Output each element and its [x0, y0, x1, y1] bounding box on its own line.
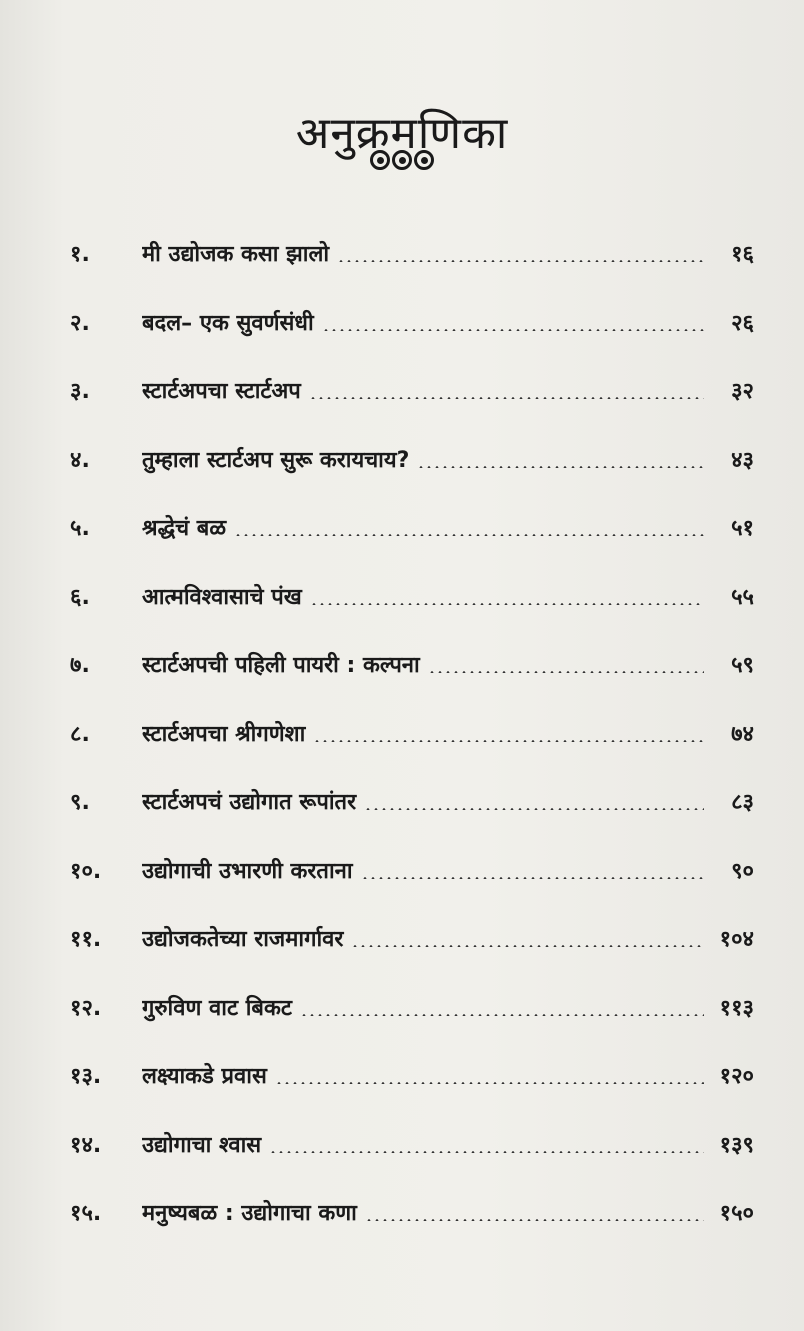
dot-leader [417, 466, 704, 468]
toc-entry [70, 375, 754, 444]
dot-leader [310, 603, 704, 605]
table-of-contents [70, 238, 754, 1266]
ornament-icon [0, 150, 804, 170]
dot-leader [364, 808, 704, 810]
entry-number: ११. [70, 927, 102, 952]
entry-title: तुम्हाला स्टार्टअप सुरू करायचाय? [142, 447, 410, 473]
toc-entry [70, 444, 754, 513]
entry-page: ७४ [731, 721, 754, 747]
toc-entry [70, 718, 754, 787]
entry-title: बदल– एक सुवर्णसंधी [142, 310, 314, 336]
entry-page: ९० [731, 858, 754, 884]
entry-number: १०. [70, 858, 102, 884]
entry-number: ६. [70, 584, 90, 610]
entry-title: श्रद्धेचं बळ [142, 516, 227, 541]
entry-title: मी उद्योजक कसा झालो [142, 242, 330, 267]
dot-leader [428, 671, 704, 673]
dot-leader [351, 945, 704, 947]
entry-number: ८. [70, 721, 90, 747]
entry-page: २६ [731, 310, 754, 336]
dot-leader [234, 534, 704, 536]
entry-page: ५५ [731, 584, 754, 610]
toc-entry [70, 238, 754, 307]
entry-page: १३९ [719, 1132, 754, 1158]
entry-number: ९. [70, 790, 90, 815]
toc-entry [70, 307, 754, 376]
toc-entry [70, 1197, 754, 1266]
entry-title: स्टार्टअपचं उद्योगात रूपांतर [142, 790, 357, 815]
entry-title: उद्योगाचा श्वास [142, 1132, 262, 1158]
entry-title: मनुष्यबळ : उद्योगाचा कणा [142, 1201, 357, 1226]
entry-number: १३. [70, 1064, 102, 1089]
toc-entry [70, 581, 754, 650]
entry-number: १२. [70, 995, 102, 1021]
entry-page: ५९ [731, 653, 754, 678]
ornament-circle-icon [370, 150, 390, 170]
entry-page: १०४ [719, 927, 754, 952]
dot-leader [300, 1014, 704, 1016]
entry-title: उद्योजकतेच्या राजमार्गावर [142, 927, 344, 952]
toc-entry [70, 649, 754, 718]
entry-title: स्टार्टअपची पहिली पायरी : कल्पना [142, 653, 420, 678]
entry-page: ५१ [731, 516, 754, 541]
entry-number: ७. [70, 653, 90, 678]
entry-title: आत्मविश्वासाचे पंख [142, 584, 302, 610]
entry-number: १४. [70, 1132, 102, 1158]
ornament-circle-icon [414, 150, 434, 170]
entry-page: ३२ [731, 379, 754, 404]
toc-entry [70, 992, 754, 1061]
dot-leader [309, 397, 704, 399]
entry-page: ११३ [719, 995, 754, 1021]
toc-entry [70, 1060, 754, 1129]
entry-number: ४. [70, 447, 90, 473]
entry-page: १५० [719, 1201, 754, 1226]
page-title: अनुक्रमणिका [295, 108, 509, 160]
toc-entry [70, 786, 754, 855]
entry-title: उद्योगाची उभारणी करताना [142, 858, 353, 884]
dot-leader [365, 1219, 704, 1221]
entry-title: स्टार्टअपचा श्रीगणेशा [142, 721, 306, 747]
entry-page: १२० [719, 1064, 754, 1089]
dot-leader [361, 877, 704, 879]
ornament-circle-icon [392, 150, 412, 170]
entry-title: लक्ष्याकडे प्रवास [142, 1064, 267, 1089]
entry-number: ३. [70, 379, 90, 404]
dot-leader [275, 1082, 704, 1084]
entry-number: ५. [70, 516, 90, 541]
entry-title: गुरुविण वाट बिकट [142, 995, 292, 1021]
toc-entry [70, 855, 754, 924]
entry-number: २. [70, 310, 90, 336]
entry-number: १५. [70, 1201, 102, 1226]
entry-title: स्टार्टअपचा स्टार्टअप [142, 379, 301, 404]
entry-page: १६ [731, 242, 754, 267]
dot-leader [313, 740, 704, 742]
toc-entry [70, 512, 754, 581]
entry-page: ४३ [731, 447, 754, 473]
dot-leader [337, 260, 704, 262]
toc-entry [70, 1129, 754, 1198]
dot-leader [269, 1151, 704, 1153]
dot-leader [322, 329, 704, 331]
entry-page: ८३ [731, 790, 754, 815]
entry-number: १. [70, 242, 90, 267]
toc-entry [70, 923, 754, 992]
